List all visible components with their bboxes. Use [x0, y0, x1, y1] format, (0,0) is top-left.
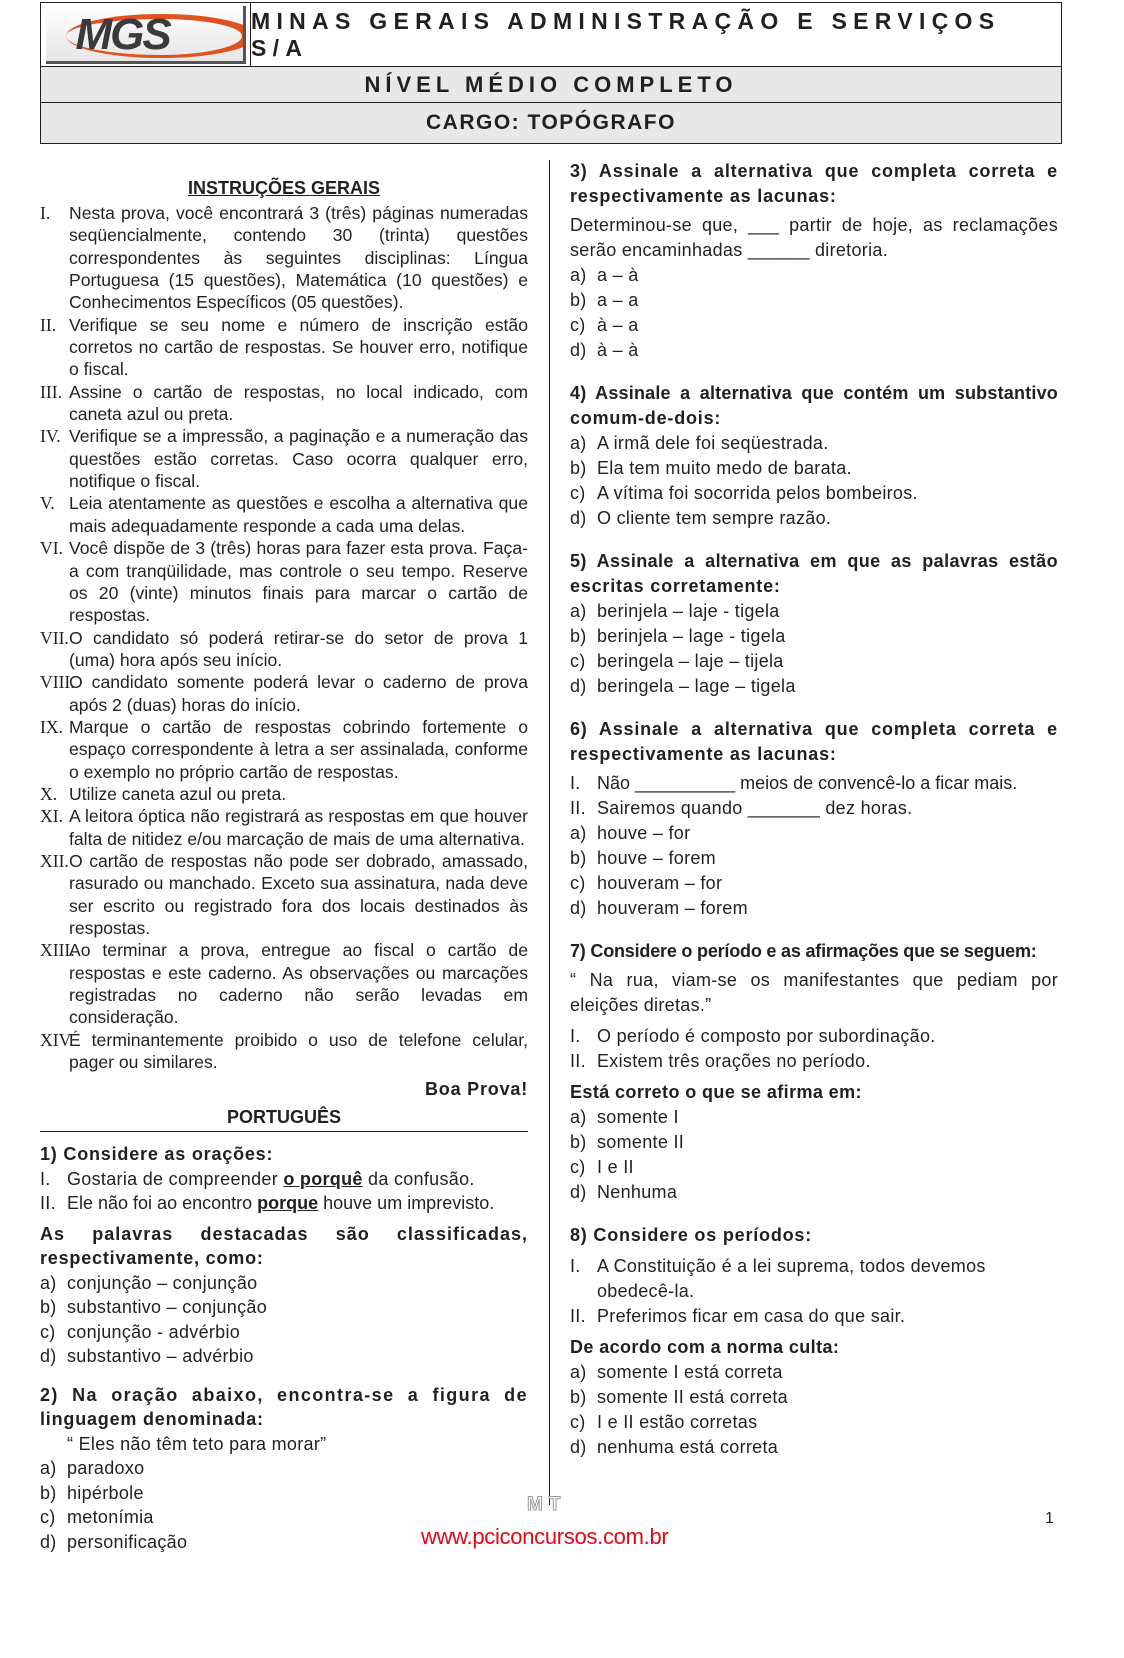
option-letter: c) — [570, 873, 586, 893]
option-letter: b) — [570, 848, 587, 868]
statement: II. Preferimos ficar em casa do que sair. — [570, 1306, 906, 1326]
answer-option — [570, 338, 1058, 363]
answer-option — [570, 1105, 1058, 1130]
option-letter: c) — [570, 483, 586, 503]
answer-option — [570, 1410, 1058, 1435]
instruction-text: O cartão de respostas não pode ser dobrado, amassado, rasurado ou manchado. Exceto sua assinatura, nada deve ser escrito ou registrado fora dos locais destinados às respostas. — [69, 850, 528, 938]
instruction-number: IV. — [40, 426, 61, 447]
instruction-text: É terminantemente proibido o uso de telefone celular, pager ou similares. — [69, 1029, 528, 1073]
instruction-text: Ao terminar a prova, entregue ao fiscal o cartão de respostas e este caderno. As observações ou marcações registradas no caderno não serão levadas em consideração. — [69, 940, 528, 1028]
instruction-item — [40, 627, 528, 672]
left-column — [40, 176, 528, 1554]
statement: II. Ele não foi ao encontro porque houve um imprevisto. — [40, 1193, 495, 1214]
option-letter: d) — [570, 340, 587, 360]
answer-option — [570, 1155, 1058, 1180]
answer-option — [570, 599, 1058, 624]
option-letter: a) — [570, 1362, 587, 1382]
watermark-mark: MT — [527, 1494, 567, 1515]
answer-option — [570, 456, 1058, 481]
option-letter: a) — [40, 1458, 57, 1479]
option-text: berinjela – laje - tigela — [597, 601, 780, 621]
answer-option — [570, 288, 1058, 313]
instruction-item — [40, 716, 528, 783]
option-text: a – à — [597, 265, 639, 285]
option-text: beringela – laje – tijela — [597, 651, 784, 671]
answer-option — [40, 1271, 528, 1296]
question-6: 6) Assinale a alternativa que completa correta e respectivamente as lacunas: I. Não __________ meios de convencê-lo a ficar mais. II. Sairemos quando _______ dez horas. a) houve – for b) houve – forem c) houveram – for d) houveram – forem — [570, 717, 1058, 921]
instruction-text: Verifique se seu nome e número de inscrição estão corretos no cartão de respostas. Se houver erro, notifique o fiscal. — [69, 314, 528, 380]
options-list — [570, 821, 1058, 921]
option-letter: a) — [570, 265, 587, 285]
answer-option — [570, 1385, 1058, 1410]
instruction-number: XIV. — [40, 1029, 74, 1050]
answer-option — [570, 896, 1058, 921]
option-letter: d) — [570, 1182, 587, 1202]
question-1: 1) Considere as orações: I. Gostaria de compreender o porquê da confusão. II. Ele não foi ao encontro porque houve um imprevisto. As palavras destacadas são classificadas, respectivamente, como: a) conjunção – conjunção b) substantivo – conjunção c) conjunção - advérbio d) substantivo – advérbio — [40, 1142, 528, 1369]
statement: II. Sairemos quando _______ dez horas. — [570, 798, 913, 818]
option-text: houve – forem — [597, 848, 716, 868]
instruction-number: VII. — [40, 627, 69, 648]
option-letter: d) — [40, 1531, 57, 1552]
option-letter: d) — [40, 1346, 57, 1367]
option-letter: d) — [570, 1437, 587, 1457]
instruction-item — [40, 783, 528, 805]
statement: I. Não __________ meios de convencê-lo a ficar mais. — [570, 773, 1018, 793]
logo-text: MGS — [75, 10, 170, 59]
answer-option — [570, 481, 1058, 506]
instruction-number: I. — [40, 203, 51, 223]
option-letter: c) — [40, 1507, 56, 1528]
option-letter: a) — [40, 1272, 57, 1293]
statement: I. Gostaria de compreender o porquê da confusão. — [40, 1168, 475, 1189]
option-letter: a) — [570, 433, 587, 453]
statement: I. A Constituição é a lei suprema, todos devemos obedecê-la. — [570, 1256, 986, 1301]
option-letter: d) — [570, 676, 587, 696]
option-letter: b) — [570, 1132, 587, 1152]
instruction-item — [40, 1029, 528, 1074]
instruction-item — [40, 381, 528, 426]
option-text: metonímia — [67, 1507, 154, 1528]
option-text: I e II estão corretas — [597, 1412, 758, 1432]
option-text: hipérbole — [67, 1482, 144, 1503]
answer-option — [570, 846, 1058, 871]
answer-option — [570, 1180, 1058, 1205]
question-2: 2) Na oração abaixo, encontra-se a figura de linguagem denominada: “ Eles não têm teto para morar” a) paradoxo b) hipérbole c) metonímia d) personificação — [40, 1383, 528, 1555]
instruction-number: X. — [40, 783, 58, 804]
cargo-banner: CARGO: TOPÓGRAFO — [40, 102, 1062, 144]
footer-url[interactable]: www.pciconcursos.com.br — [421, 1524, 669, 1549]
option-text: à – à — [597, 340, 639, 360]
option-letter: c) — [40, 1321, 56, 1342]
statement: I. O período é composto por subordinação. — [570, 1026, 936, 1046]
option-text: A vítima foi socorrida pelos bombeiros. — [597, 483, 918, 503]
option-text: à – a — [597, 315, 639, 335]
answer-option — [40, 1481, 528, 1506]
option-text: a – a — [597, 290, 639, 310]
question-8: 8) Considere os períodos: I. A Constituição é a lei suprema, todos devemos obedecê-la. II. Preferimos ficar em casa do que sair. De acordo com a norma culta: a) somente I está correta b) somente II está correta c) I e II estão corretas d) nenhuma está correta — [570, 1223, 1058, 1460]
option-letter: b) — [570, 290, 587, 310]
instruction-text: A leitora óptica não registrará as respostas em que houver falta de nitidez e/ou marcação de mais de uma alternativa. — [69, 806, 528, 849]
instruction-item — [40, 492, 528, 537]
option-text: beringela – lage – tigela — [597, 676, 796, 696]
options-list — [40, 1271, 528, 1369]
option-text: nenhuma está correta — [597, 1437, 779, 1457]
answer-option — [570, 624, 1058, 649]
option-letter: c) — [570, 315, 586, 335]
option-letter: c) — [570, 1157, 586, 1177]
options-list — [570, 263, 1058, 363]
section-title: PORTUGUÊS — [40, 1105, 528, 1132]
page-number: 1 — [1045, 1510, 1054, 1527]
option-text: conjunção - advérbio — [67, 1321, 241, 1342]
mgs-logo — [41, 3, 251, 67]
instruction-text: O candidato só poderá retirar-se do setor de prova 1 (uma) hora após seu início. — [69, 627, 528, 670]
option-letter: c) — [570, 1412, 586, 1432]
option-text: substantivo – conjunção — [67, 1297, 268, 1318]
option-letter: b) — [40, 1297, 57, 1318]
answer-option — [570, 871, 1058, 896]
options-list — [570, 431, 1058, 531]
right-column — [570, 159, 1058, 1460]
instruction-text: O candidato somente poderá levar o caderno de prova após 2 (duas) horas do início. — [69, 672, 528, 715]
option-text: somente II — [597, 1132, 685, 1152]
option-letter: d) — [570, 898, 587, 918]
answer-option — [570, 263, 1058, 288]
option-text: Nenhuma — [597, 1182, 678, 1202]
option-text: I e II — [597, 1157, 634, 1177]
option-letter: a) — [570, 823, 587, 843]
instruction-number: IX. — [40, 716, 63, 737]
instruction-number: XIII. — [40, 940, 75, 961]
option-letter: d) — [570, 508, 587, 528]
answer-option — [40, 1320, 528, 1345]
instruction-item — [40, 202, 528, 314]
answer-option — [40, 1456, 528, 1481]
answer-option — [570, 1360, 1058, 1385]
instruction-item — [40, 314, 528, 381]
instruction-text: Nesta prova, você encontrará 3 (três) páginas numeradas seqüencialmente, contendo 30 (trinta) questões correspondentes às seguintes disciplinas: Língua Portuguesa (15 questões), Matemática (10 questões) e Conhecimentos Específicos (05 questões). — [69, 203, 528, 313]
option-letter: b) — [570, 458, 587, 478]
instruction-item — [40, 850, 528, 939]
option-text: paradoxo — [67, 1458, 145, 1479]
answer-option — [570, 1130, 1058, 1155]
instructions-title: INSTRUÇÕES GERAIS — [187, 178, 381, 198]
answer-option — [570, 1435, 1058, 1460]
options-list — [570, 1105, 1058, 1205]
option-text: berinjela – lage - tigela — [597, 626, 786, 646]
option-text: conjunção – conjunção — [67, 1272, 258, 1293]
options-list — [570, 599, 1058, 699]
question-5: 5) Assinale a alternativa em que as palavras estão escritas corretamente: a) berinjela – laje - tigela b) berinjela – lage - tigela c) beringela – laje – tijela d) beringela – lage – tigela — [570, 549, 1058, 699]
answer-option — [570, 649, 1058, 674]
question-7: 7) Considere o período e as afirmações que se seguem: “ Na rua, viam-se os manifestantes que pediam por eleições diretas.” I. O período é composto por subordinação. II. Existem três orações no período. Está correto o que se afirma em: a) somente I b) somente II c) I e II d) Nenhuma — [570, 939, 1058, 1205]
instruction-item — [40, 425, 528, 492]
answer-option — [570, 674, 1058, 699]
option-text: Ela tem muito medo de barata. — [597, 458, 852, 478]
instruction-text: Utilize caneta azul ou preta. — [69, 783, 287, 804]
option-text: A irmã dele foi seqüestrada. — [597, 433, 829, 453]
header-top — [40, 2, 1062, 68]
closing: Boa Prova! — [424, 1079, 528, 1100]
option-text: houveram – forem — [597, 898, 748, 918]
option-letter: b) — [570, 626, 587, 646]
option-letter: a) — [570, 601, 587, 621]
answer-option — [570, 821, 1058, 846]
instruction-text: Marque o cartão de respostas cobrindo fortemente o espaço correspondente à letra a ser assinalada, conforme o exemplo no próprio cartão de respostas. — [69, 716, 528, 782]
organization-title: MINAS GERAIS ADMINISTRAÇÃO E SERVIÇOS S/A — [251, 8, 1001, 61]
instruction-text: Verifique se a impressão, a paginação e a numeração das questões estão corretas. Caso ocorra qualquer erro, notifique o fiscal. — [69, 426, 528, 492]
instruction-number: V. — [40, 493, 55, 514]
answer-option — [570, 313, 1058, 338]
option-text: substantivo – advérbio — [67, 1346, 254, 1367]
instruction-text: Assine o cartão de respostas, no local indicado, com caneta azul ou preta. — [69, 381, 528, 425]
question-title: 1) Considere as orações: — [40, 1144, 274, 1165]
instruction-number: VIII. — [40, 672, 75, 693]
instruction-item — [40, 671, 528, 716]
answer-option — [40, 1295, 528, 1320]
instruction-item — [40, 537, 528, 626]
option-text: O cliente tem sempre razão. — [597, 508, 832, 528]
instruction-number: XII. — [40, 850, 69, 871]
instruction-item — [40, 939, 528, 1028]
option-letter: b) — [40, 1482, 57, 1503]
instruction-text: Leia atentamente as questões e escolha a alternativa que mais adequadamente responde a cada uma delas. — [69, 493, 528, 536]
question-3: 3) Assinale a alternativa que completa correta e respectivamente as lacunas: Determinou-se que, ___ partir de hoje, as reclamações serão encaminhadas ______ diretoria. a) a – à b) a – a c) à – a d) à – à — [570, 159, 1058, 363]
option-text: somente I está correta — [597, 1362, 783, 1382]
option-text: houveram – for — [597, 873, 723, 893]
option-text: houve – for — [597, 823, 691, 843]
option-text: personificação — [67, 1531, 188, 1552]
column-divider — [549, 160, 550, 1505]
option-text: somente II está correta — [597, 1387, 788, 1407]
answer-option — [570, 431, 1058, 456]
option-letter: c) — [570, 651, 586, 671]
option-letter: b) — [570, 1387, 587, 1407]
instruction-number: II. — [40, 314, 57, 335]
option-letter: a) — [570, 1107, 587, 1127]
instruction-text: Você dispõe de 3 (três) horas para fazer esta prova. Faça-a com tranqüilidade, mas controle o seu tempo. Reserve os 20 (vinte) minutos finais para marcar o cartão de respostas. — [69, 538, 528, 626]
instructions-list — [40, 202, 528, 1073]
answer-option — [40, 1344, 528, 1369]
instruction-number: VI. — [40, 538, 63, 559]
answer-option — [570, 506, 1058, 531]
options-list — [570, 1360, 1058, 1460]
question-4: 4) Assinale a alternativa que contém um substantivo comum-de-dois: a) A irmã dele foi seqüestrada. b) Ela tem muito medo de barata. c) A vítima foi socorrida pelos bombeiros. d) O cliente tem sempre razão. — [570, 381, 1058, 531]
instruction-number: XI. — [40, 806, 63, 827]
option-text: somente I — [597, 1107, 679, 1127]
statement: II. Existem três orações no período. — [570, 1051, 871, 1071]
instruction-item — [40, 805, 528, 850]
level-banner: NÍVEL MÉDIO COMPLETO — [40, 66, 1062, 104]
instruction-number: III. — [40, 381, 62, 402]
